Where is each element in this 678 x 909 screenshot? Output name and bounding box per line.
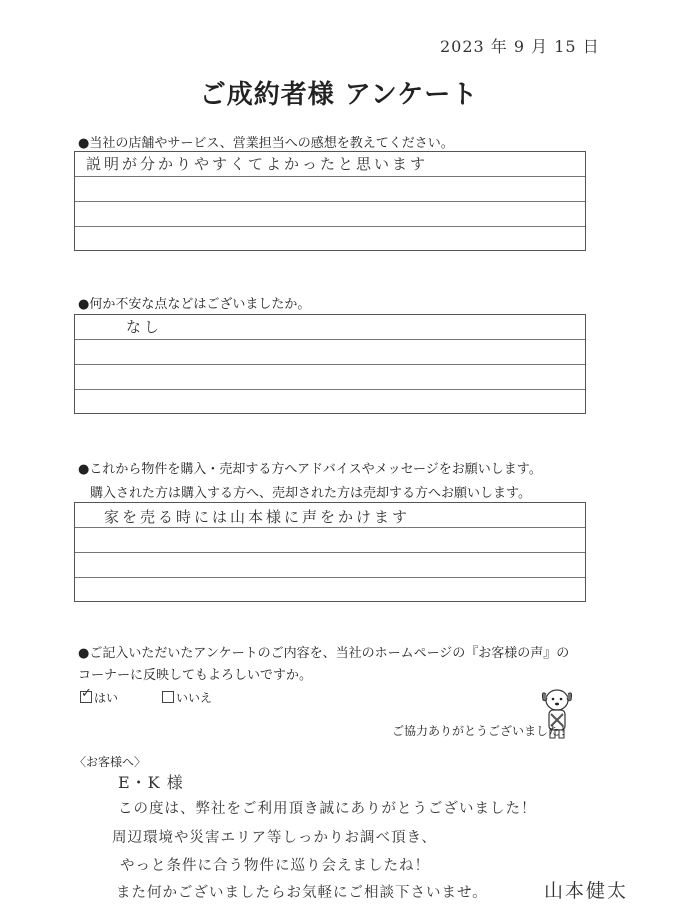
signature: 山本健太 xyxy=(544,880,629,902)
thanks-message: ご協力ありがとうございました！ xyxy=(392,724,573,738)
answer-line xyxy=(75,364,585,365)
answer-3-text: 家を売る時には山本様に声をかけます xyxy=(104,508,411,526)
yes-checkbox[interactable] xyxy=(80,686,92,703)
no-checkbox[interactable] xyxy=(162,691,174,703)
page-title: ご成約者様 アンケート xyxy=(199,80,479,110)
customer-section-label: 〈お客様へ〉 xyxy=(74,755,147,769)
answer-line xyxy=(75,389,585,390)
question-4-line-2: コーナーに反映してもよろしいですか。 xyxy=(78,668,313,683)
question-3-line-2: 購入された方は購入する方へ、売却された方は売却する方へお願いします。 xyxy=(90,486,531,501)
yes-label: はい xyxy=(94,691,119,705)
message-line-4: また何かございましたらお気軽にご相談下さいませ。 xyxy=(116,885,488,901)
customer-name: E・K 様 xyxy=(118,773,184,792)
answer-2-text: なし xyxy=(126,318,163,336)
survey-date: 2023 年 9 月 15 日 xyxy=(440,37,600,56)
answer-line xyxy=(75,527,585,528)
answer-1-text: 説明が分かりやすくてよかったと思います xyxy=(86,155,429,173)
question-3-line-1: ●これから物件を購入・売却する方へアドバイスやメッセージをお願いします。 xyxy=(78,462,542,477)
answer-line xyxy=(75,552,585,553)
message-line-1: この度は、弊社をご利用頂き誠にありがとうございました！ xyxy=(118,801,537,817)
answer-line xyxy=(75,226,585,227)
no-label: いいえ xyxy=(176,691,213,705)
question-4-line-1: ●ご記入いただいたアンケートのご内容を、当社のホームページの『お客様の声』の xyxy=(78,646,570,661)
question-2: ●何か不安な点などはございましたか。 xyxy=(78,297,311,312)
answer-line xyxy=(75,201,585,202)
message-line-2: 周辺環境や災害エリア等しっかりお調べ頂き、 xyxy=(112,830,437,846)
answer-line xyxy=(75,339,585,340)
answer-line xyxy=(75,176,585,177)
answer-line xyxy=(75,577,585,578)
message-line-3: やっと条件に合う物件に巡り会えましたね！ xyxy=(120,858,430,874)
consent-no-option[interactable] xyxy=(162,689,212,706)
question-1: ●当社の店舗やサービス、営業担当への感想を教えてください。 xyxy=(78,136,454,151)
check-mark-icon: ✓ xyxy=(81,686,92,701)
consent-yes-option[interactable] xyxy=(80,686,119,706)
